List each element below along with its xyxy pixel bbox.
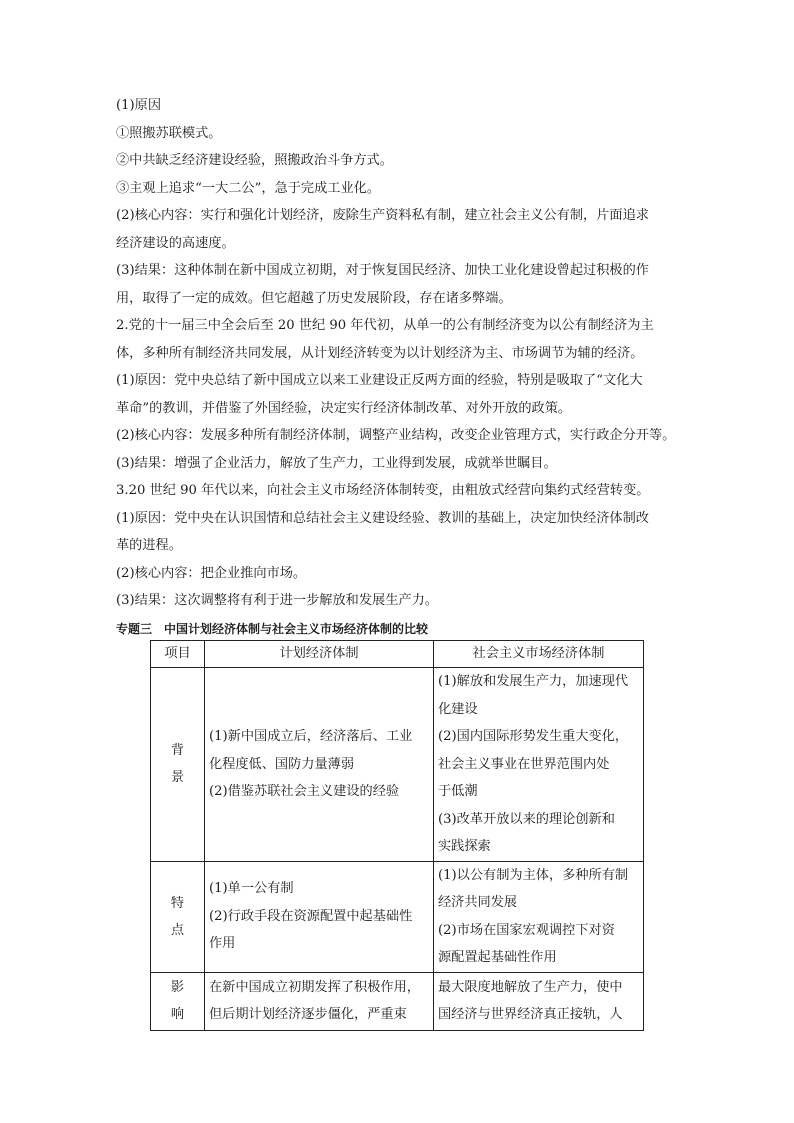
paragraph-line: (2)核心内容：实行和强化计划经济，废除生产资料私有制，建立社会主义公有制，片面追求 bbox=[116, 208, 649, 223]
paragraph-line: 经济建设的高速度。 bbox=[116, 235, 235, 251]
cell-market-impact: 最大限度地解放了生产力，使中 国经济与世界经济真正接轨，人 bbox=[434, 972, 644, 1030]
table-row-features bbox=[151, 861, 644, 972]
document-body bbox=[116, 92, 676, 641]
table-header-row bbox=[151, 641, 644, 668]
header-planned-economy: 计划经济体制 bbox=[205, 641, 434, 668]
table-row-impact bbox=[151, 972, 644, 1030]
paragraph-line: 体，多种所有制经济共同发展，从计划经济转变为以计划经济为主、市场调节为辅的经济。 bbox=[116, 345, 644, 361]
paragraph-line: 2.党的十一届三中全会后至 20 世纪 90 年代初，从单一的公有制经济变为以公有制经济为主 bbox=[116, 318, 654, 333]
paragraph-line: 用，取得了一定的成效。但它超越了历史发展阶段，存在诸多弊端。 bbox=[116, 290, 512, 306]
cell-planned-features: (1)单一公有制 (2)行政手段在资源配置中起基础性 作用 bbox=[205, 861, 434, 972]
paragraph-line: (3)结果：增强了企业活力，解放了生产力，工业得到发展，成就举世瞩目。 bbox=[116, 455, 557, 471]
cell-planned-impact: 在新中国成立初期发挥了积极作用， 但后期计划经济逐步僵化，严重束 bbox=[205, 972, 434, 1030]
paragraph-line: (1)原因：党中央总结了新中国成立以来工业建设正反两方面的经验，特别是吸取了“文化大 bbox=[116, 373, 643, 388]
paragraph-line: 革的进程。 bbox=[116, 538, 182, 553]
paragraph-line: (2)核心内容：把企业推向市场。 bbox=[116, 565, 307, 581]
paragraph-line: (1)原因：党中央在认识国情和总结社会主义建设经验、教训的基础上，决定加快经济体制改 bbox=[116, 510, 649, 526]
cell-market-features: (1)以公有制为主体，多种所有制 经济共同发展 (2)市场在国家宏观调控下对资 源配置起基础性作用 bbox=[434, 861, 644, 972]
paragraph-line: (3)结果：这次调整将有利于进一步解放和发展生产力。 bbox=[116, 593, 438, 608]
row-label-impact: 影 响 bbox=[151, 972, 205, 1030]
row-label-features: 特 点 bbox=[151, 861, 205, 972]
comparison-table bbox=[150, 640, 644, 1031]
paragraph-line: 革命”的教训，并借鉴了外国经验，决定实行经济体制改革、对外开放的政策。 bbox=[116, 400, 572, 416]
paragraph-line: (3)结果：这种体制在新中国成立初期，对于恢复国民经济、加快工业化建设曾起过积极的作 bbox=[116, 263, 649, 278]
paragraph-line: (1)原因 bbox=[116, 98, 162, 113]
row-label-background: 背 景 bbox=[151, 668, 205, 862]
cell-planned-background: (1)新中国成立后，经济落后、工业 化程度低、国防力量薄弱 (2)借鉴苏联社会主义建设的经验 bbox=[205, 668, 434, 862]
cell-market-background: (1)解放和发展生产力，加速现代 化建设 (2)国内国际形势发生重大变化， 社会主义事业在世界范围内处 于低潮 (3)改革开放以来的理论创新和 实践探索 bbox=[434, 668, 644, 862]
header-market-economy: 社会主义市场经济体制 bbox=[434, 641, 644, 668]
table-row-background bbox=[151, 668, 644, 862]
paragraph-line: ①照搬苏联模式。 bbox=[116, 125, 222, 141]
paragraph-line: 3.20 世纪 90 年代以来，向社会主义市场经济体制转变，由粗放式经营向集约式经营转变。 bbox=[116, 483, 650, 498]
section-title: 专题三 中国计划经济体制与社会主义市场经济体制的比较 bbox=[116, 621, 429, 636]
paragraph-line: (2)核心内容：发展多种所有制经济体制，调整产业结构，改变企业管理方式，实行政企分开等。 bbox=[116, 428, 676, 443]
paragraph-line: ②中共缺乏经济建设经验，照搬政治斗争方式。 bbox=[116, 153, 393, 168]
paragraph-line: ③主观上追求“一大二公”，急于完成工业化。 bbox=[116, 180, 381, 196]
header-item: 项目 bbox=[151, 641, 205, 668]
